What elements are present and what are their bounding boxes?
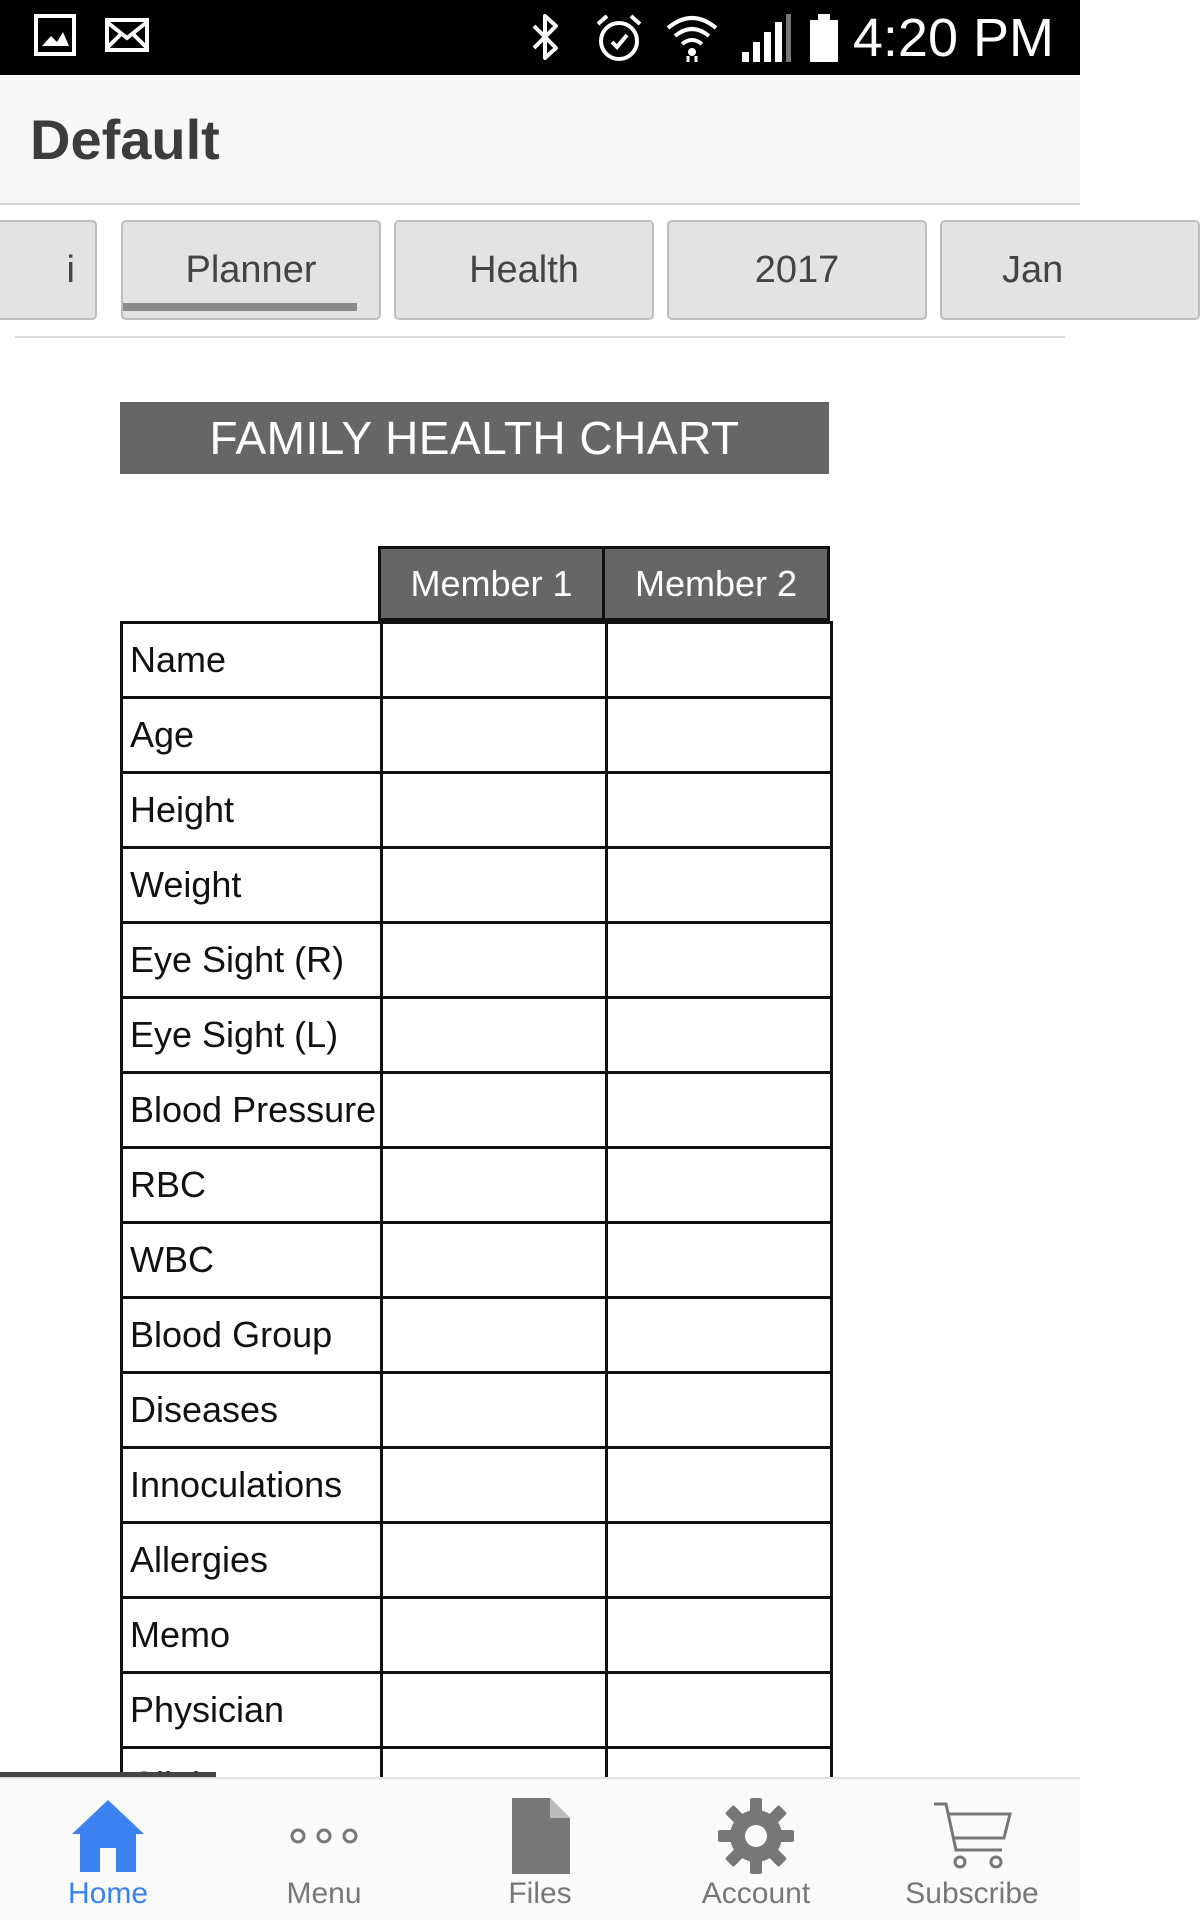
table-row — [122, 1448, 832, 1523]
wifi-icon — [664, 12, 720, 69]
signal-icon — [740, 12, 792, 69]
row-label: Name — [122, 623, 382, 698]
member-1-cell[interactable] — [382, 998, 607, 1073]
member-1-cell[interactable] — [382, 1523, 607, 1598]
member-1-cell[interactable] — [382, 1373, 607, 1448]
member-1-cell[interactable] — [382, 1298, 607, 1373]
member-1-cell[interactable] — [382, 773, 607, 848]
nav-account[interactable] — [648, 1779, 864, 1922]
member-2-cell[interactable] — [607, 1298, 832, 1373]
home-icon — [63, 1791, 153, 1881]
member-1-cell[interactable] — [382, 623, 607, 698]
row-label: Physician — [122, 1673, 382, 1748]
member-2-cell[interactable] — [607, 1223, 832, 1298]
battery-icon — [808, 12, 840, 69]
column-header-member-2: Member 2 — [602, 546, 830, 621]
row-label: Eye Sight (R) — [122, 923, 382, 998]
file-icon — [495, 1791, 585, 1881]
member-1-cell[interactable] — [382, 698, 607, 773]
nav-label: Menu — [286, 1877, 362, 1910]
member-1-cell[interactable] — [382, 1073, 607, 1148]
member-2-cell[interactable] — [607, 1598, 832, 1673]
tab-strip[interactable] — [15, 206, 1065, 338]
health-table — [120, 621, 833, 1824]
member-1-cell[interactable] — [382, 1148, 607, 1223]
row-label: Innoculations — [122, 1448, 382, 1523]
member-2-cell[interactable] — [607, 1073, 832, 1148]
gear-icon — [711, 1791, 801, 1881]
table-row — [122, 1598, 832, 1673]
status-bar — [0, 0, 1080, 75]
row-label: Age — [122, 698, 382, 773]
table-row — [122, 623, 832, 698]
member-1-cell[interactable] — [382, 1448, 607, 1523]
tab-jan[interactable]: Jan — [940, 220, 1200, 320]
row-label: Height — [122, 773, 382, 848]
table-row — [122, 1148, 832, 1223]
tab-health[interactable]: Health — [394, 220, 654, 320]
table-row — [122, 848, 832, 923]
more-icon — [279, 1791, 369, 1881]
member-2-cell[interactable] — [607, 923, 832, 998]
table-row — [122, 1223, 832, 1298]
member-2-cell[interactable] — [607, 1148, 832, 1223]
member-1-cell[interactable] — [382, 923, 607, 998]
alarm-icon — [594, 12, 644, 69]
table-row — [122, 698, 832, 773]
nav-files[interactable] — [432, 1779, 648, 1922]
row-label: Eye Sight (L) — [122, 998, 382, 1073]
column-header-member-1: Member 1 — [378, 546, 605, 621]
member-2-cell[interactable] — [607, 698, 832, 773]
tab-2017[interactable]: 2017 — [667, 220, 927, 320]
bottom-nav — [0, 1777, 1080, 1920]
page-title: Default — [30, 108, 220, 171]
status-time: 4:20 PM — [852, 8, 1054, 68]
tab-prev[interactable]: i — [0, 220, 97, 320]
member-2-cell[interactable] — [607, 1523, 832, 1598]
table-row — [122, 1373, 832, 1448]
row-label: Diseases — [122, 1373, 382, 1448]
table-row — [122, 1523, 832, 1598]
member-2-cell[interactable] — [607, 848, 832, 923]
member-2-cell[interactable] — [607, 998, 832, 1073]
row-label: Blood Pressure — [122, 1073, 382, 1148]
cart-icon — [927, 1791, 1017, 1881]
nav-subscribe[interactable] — [864, 1779, 1080, 1922]
table-row — [122, 773, 832, 848]
member-1-cell[interactable] — [382, 848, 607, 923]
row-label: Allergies — [122, 1523, 382, 1598]
nav-label: Home — [67, 1877, 149, 1910]
gallery-icon — [34, 12, 76, 63]
table-row — [122, 998, 832, 1073]
member-2-cell[interactable] — [607, 1373, 832, 1448]
nav-label: Subscribe — [905, 1877, 1039, 1910]
member-2-cell[interactable] — [607, 1673, 832, 1748]
row-label: WBC — [122, 1223, 382, 1298]
member-2-cell[interactable] — [607, 773, 832, 848]
nav-home[interactable] — [0, 1779, 216, 1922]
chart-title: FAMILY HEALTH CHART — [120, 402, 829, 474]
member-1-cell[interactable] — [382, 1223, 607, 1298]
row-label: Blood Group — [122, 1298, 382, 1373]
nav-label: Files — [508, 1877, 572, 1910]
table-row — [122, 1673, 832, 1748]
member-2-cell[interactable] — [607, 1448, 832, 1523]
app-header — [0, 75, 1080, 205]
row-label: Memo — [122, 1598, 382, 1673]
bluetooth-icon — [526, 12, 566, 69]
member-2-cell[interactable] — [607, 623, 832, 698]
member-1-cell[interactable] — [382, 1673, 607, 1748]
mail-icon — [104, 12, 150, 63]
nav-label: Account — [701, 1877, 811, 1910]
table-row — [122, 1073, 832, 1148]
main-content[interactable] — [0, 340, 1080, 1772]
row-label: Weight — [122, 848, 382, 923]
table-row — [122, 1298, 832, 1373]
tab-planner[interactable]: Planner — [121, 220, 381, 320]
member-1-cell[interactable] — [382, 1598, 607, 1673]
nav-menu[interactable] — [216, 1779, 432, 1922]
table-row — [122, 923, 832, 998]
row-label: RBC — [122, 1148, 382, 1223]
